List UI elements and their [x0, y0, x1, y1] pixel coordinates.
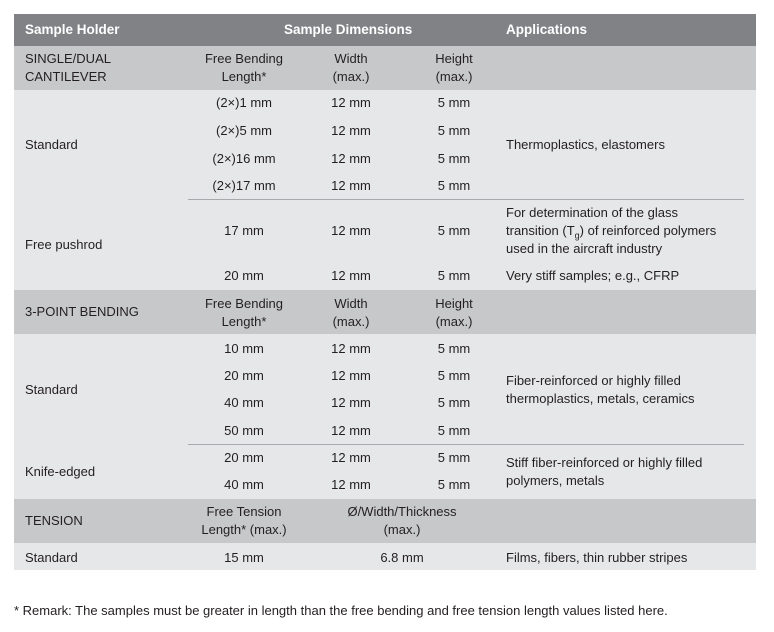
- dimension-cell: 6.8 mm: [380, 550, 424, 565]
- length-cell: 10 mm: [224, 341, 264, 356]
- length-cell: 17 mm: [224, 223, 264, 238]
- width-cell: 12 mm: [331, 178, 371, 193]
- column-heading: Height: [435, 51, 473, 66]
- column-heading: (max.): [435, 314, 473, 329]
- application-cell: Thermoplastics, elastomers: [506, 137, 665, 152]
- height-cell: 5 mm: [437, 341, 471, 356]
- width-cell: 12 mm: [331, 368, 371, 383]
- header-sample-dimensions: Sample Dimensions: [284, 22, 413, 37]
- column-heading: Length*: [221, 314, 267, 329]
- length-cell: 15 mm: [224, 550, 264, 565]
- footnote-remark: * Remark: The samples must be greater in length than the free bending and free tension length values listed here.: [14, 603, 668, 618]
- section-title-line: CANTILEVER: [25, 69, 107, 84]
- height-cell: 5 mm: [437, 151, 471, 166]
- column-heading: Ø/Width/Thickness: [347, 504, 457, 519]
- application-cell: polymers, metals: [506, 473, 605, 488]
- width-cell: 12 mm: [331, 450, 371, 465]
- height-cell: 5 mm: [437, 423, 471, 438]
- width-cell: 12 mm: [331, 268, 371, 283]
- height-cell: 5 mm: [437, 268, 471, 283]
- length-cell: (2×)17 mm: [212, 178, 276, 193]
- row-divider: [188, 199, 744, 200]
- length-cell: 40 mm: [224, 477, 264, 492]
- column-heading: (max.): [332, 69, 370, 84]
- application-cell: For determination of the glass: [506, 205, 678, 220]
- row-label: Knife-edged: [25, 464, 96, 479]
- length-cell: 50 mm: [224, 423, 264, 438]
- column-heading: Height: [435, 296, 473, 311]
- length-cell: 20 mm: [224, 368, 264, 383]
- width-cell: 12 mm: [331, 423, 371, 438]
- length-cell: (2×)1 mm: [216, 95, 272, 110]
- application-cell: Films, fibers, thin rubber stripes: [506, 550, 688, 565]
- height-cell: 5 mm: [437, 477, 471, 492]
- row-label: Free pushrod: [25, 237, 103, 252]
- length-cell: 20 mm: [224, 450, 264, 465]
- application-cell: used in the aircraft industry: [506, 241, 663, 256]
- height-cell: 5 mm: [437, 123, 471, 138]
- length-cell: 40 mm: [224, 395, 264, 410]
- column-heading: Free Bending: [204, 51, 284, 66]
- height-cell: 5 mm: [437, 223, 471, 238]
- application-cell: Very stiff samples; e.g., CFRP: [506, 268, 680, 283]
- width-cell: 12 mm: [331, 123, 371, 138]
- height-cell: 5 mm: [437, 368, 471, 383]
- application-cell: thermoplastics, metals, ceramics: [506, 391, 695, 406]
- column-heading: Free Tension: [206, 504, 282, 519]
- column-heading: Length* (max.): [201, 522, 287, 537]
- row-label: Standard: [25, 550, 78, 565]
- column-heading: Width: [334, 296, 368, 311]
- width-cell: 12 mm: [331, 223, 371, 238]
- width-cell: 12 mm: [331, 341, 371, 356]
- width-cell: 12 mm: [331, 151, 371, 166]
- height-cell: 5 mm: [437, 395, 471, 410]
- header-applications: Applications: [506, 22, 588, 37]
- column-heading: (max.): [383, 522, 421, 537]
- row-label: Standard: [25, 137, 78, 152]
- table-header: [14, 14, 756, 46]
- column-heading: Free Bending: [204, 296, 284, 311]
- section-title-line: SINGLE/DUAL: [25, 51, 111, 66]
- column-heading: Length*: [221, 69, 267, 84]
- width-cell: 12 mm: [331, 477, 371, 492]
- height-cell: 5 mm: [437, 450, 471, 465]
- length-cell: (2×)16 mm: [212, 151, 276, 166]
- width-cell: 12 mm: [331, 95, 371, 110]
- section-title-line: 3-POINT BENDING: [25, 304, 139, 319]
- application-cell: Stiff fiber-reinforced or highly filled: [506, 455, 703, 470]
- length-cell: (2×)5 mm: [216, 123, 272, 138]
- column-heading: (max.): [435, 69, 473, 84]
- width-cell: 12 mm: [331, 395, 371, 410]
- column-heading: (max.): [332, 314, 370, 329]
- section-title-line: TENSION: [25, 513, 83, 528]
- column-heading: Width: [334, 51, 368, 66]
- application-cell: Fiber-reinforced or highly filled: [506, 373, 681, 388]
- row-label: Standard: [25, 382, 78, 397]
- height-cell: 5 mm: [437, 178, 471, 193]
- application-cell: transition $(T_g)$ of reinforced polymers: [506, 223, 717, 241]
- length-cell: 20 mm: [224, 268, 264, 283]
- row-divider: [188, 444, 744, 445]
- header-sample-holder: Sample Holder: [25, 22, 120, 37]
- sample-holder-table: [14, 14, 756, 570]
- height-cell: 5 mm: [437, 95, 471, 110]
